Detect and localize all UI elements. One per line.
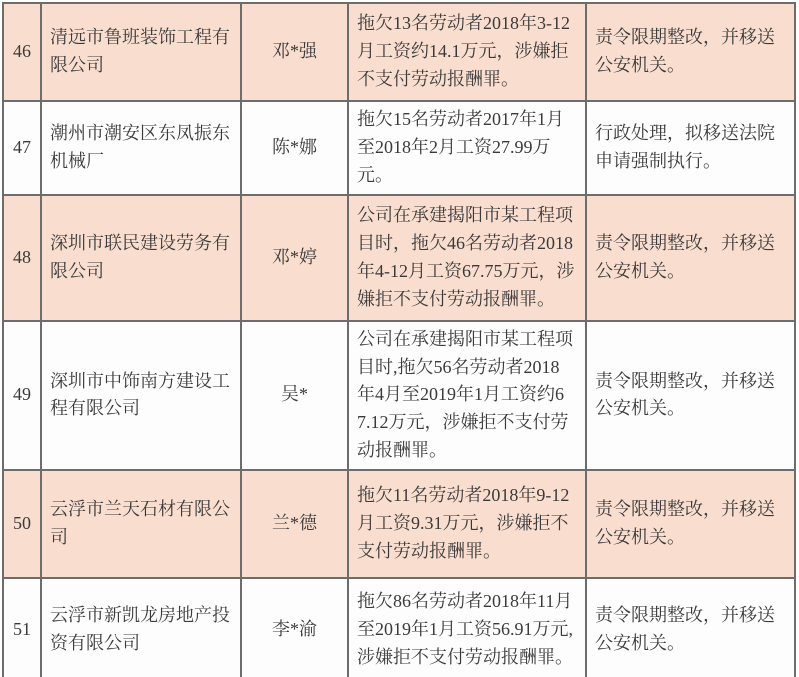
table-row <box>3 321 795 470</box>
table-row <box>3 470 795 578</box>
responsible-person: 陈*娜 <box>241 101 348 195</box>
company-name: 云浮市兰天石材有限公司 <box>41 470 241 578</box>
responsible-person: 邓*强 <box>241 3 348 101</box>
handling-action: 责令限期整改，并移送公安机关。 <box>586 578 795 677</box>
handling-action: 责令限期整改，并移送公安机关。 <box>586 470 795 578</box>
row-number: 51 <box>3 578 41 677</box>
row-number: 47 <box>3 101 41 195</box>
case-description: 拖欠11名劳动者2018年9-12月工资9.31万元，涉嫌拒不支付劳动报酬罪。 <box>348 470 586 578</box>
row-number: 48 <box>3 195 41 321</box>
handling-action: 责令限期整改，并移送公安机关。 <box>586 321 795 470</box>
company-name: 深圳市联民建设劳务有限公司 <box>41 195 241 321</box>
wage-arrears-table <box>2 2 796 677</box>
case-description: 拖欠86名劳动者2018年11月至2019年1月工资56.91万元,涉嫌拒不支付劳动报酬罪。 <box>348 578 586 677</box>
row-number: 49 <box>3 321 41 470</box>
row-number: 50 <box>3 470 41 578</box>
company-name: 深圳市中饰南方建设工程有限公司 <box>41 321 241 470</box>
table-row <box>3 3 795 101</box>
row-number: 46 <box>3 3 41 101</box>
responsible-person: 李*渝 <box>241 578 348 677</box>
company-name: 潮州市潮安区东凤振东机械厂 <box>41 101 241 195</box>
handling-action: 责令限期整改，并移送公安机关。 <box>586 195 795 321</box>
table-row <box>3 195 795 321</box>
case-description: 公司在承建揭阳市某工程项目时，拖欠46名劳动者2018年4-12月工资67.75万元，涉嫌拒不支付劳动报酬罪。 <box>348 195 586 321</box>
company-name: 清远市鲁班装饰工程有限公司 <box>41 3 241 101</box>
handling-action: 行政处理，拟移送法院申请强制执行。 <box>586 101 795 195</box>
table-row <box>3 101 795 195</box>
case-description: 公司在承建揭阳市某工程项目时,拖欠56名劳动者2018年4月至2019年1月工资约67.12万元，涉嫌拒不支付劳动报酬罪。 <box>348 321 586 470</box>
responsible-person: 兰*德 <box>241 470 348 578</box>
table-row <box>3 578 795 677</box>
responsible-person: 邓*婷 <box>241 195 348 321</box>
company-name: 云浮市新凯龙房地产投资有限公司 <box>41 578 241 677</box>
case-description: 拖欠15名劳动者2017年1月至2018年2月工资27.99万元。 <box>348 101 586 195</box>
case-description: 拖欠13名劳动者2018年3-12月工资约14.1万元，涉嫌拒不支付劳动报酬罪。 <box>348 3 586 101</box>
handling-action: 责令限期整改，并移送公安机关。 <box>586 3 795 101</box>
responsible-person: 吴* <box>241 321 348 470</box>
